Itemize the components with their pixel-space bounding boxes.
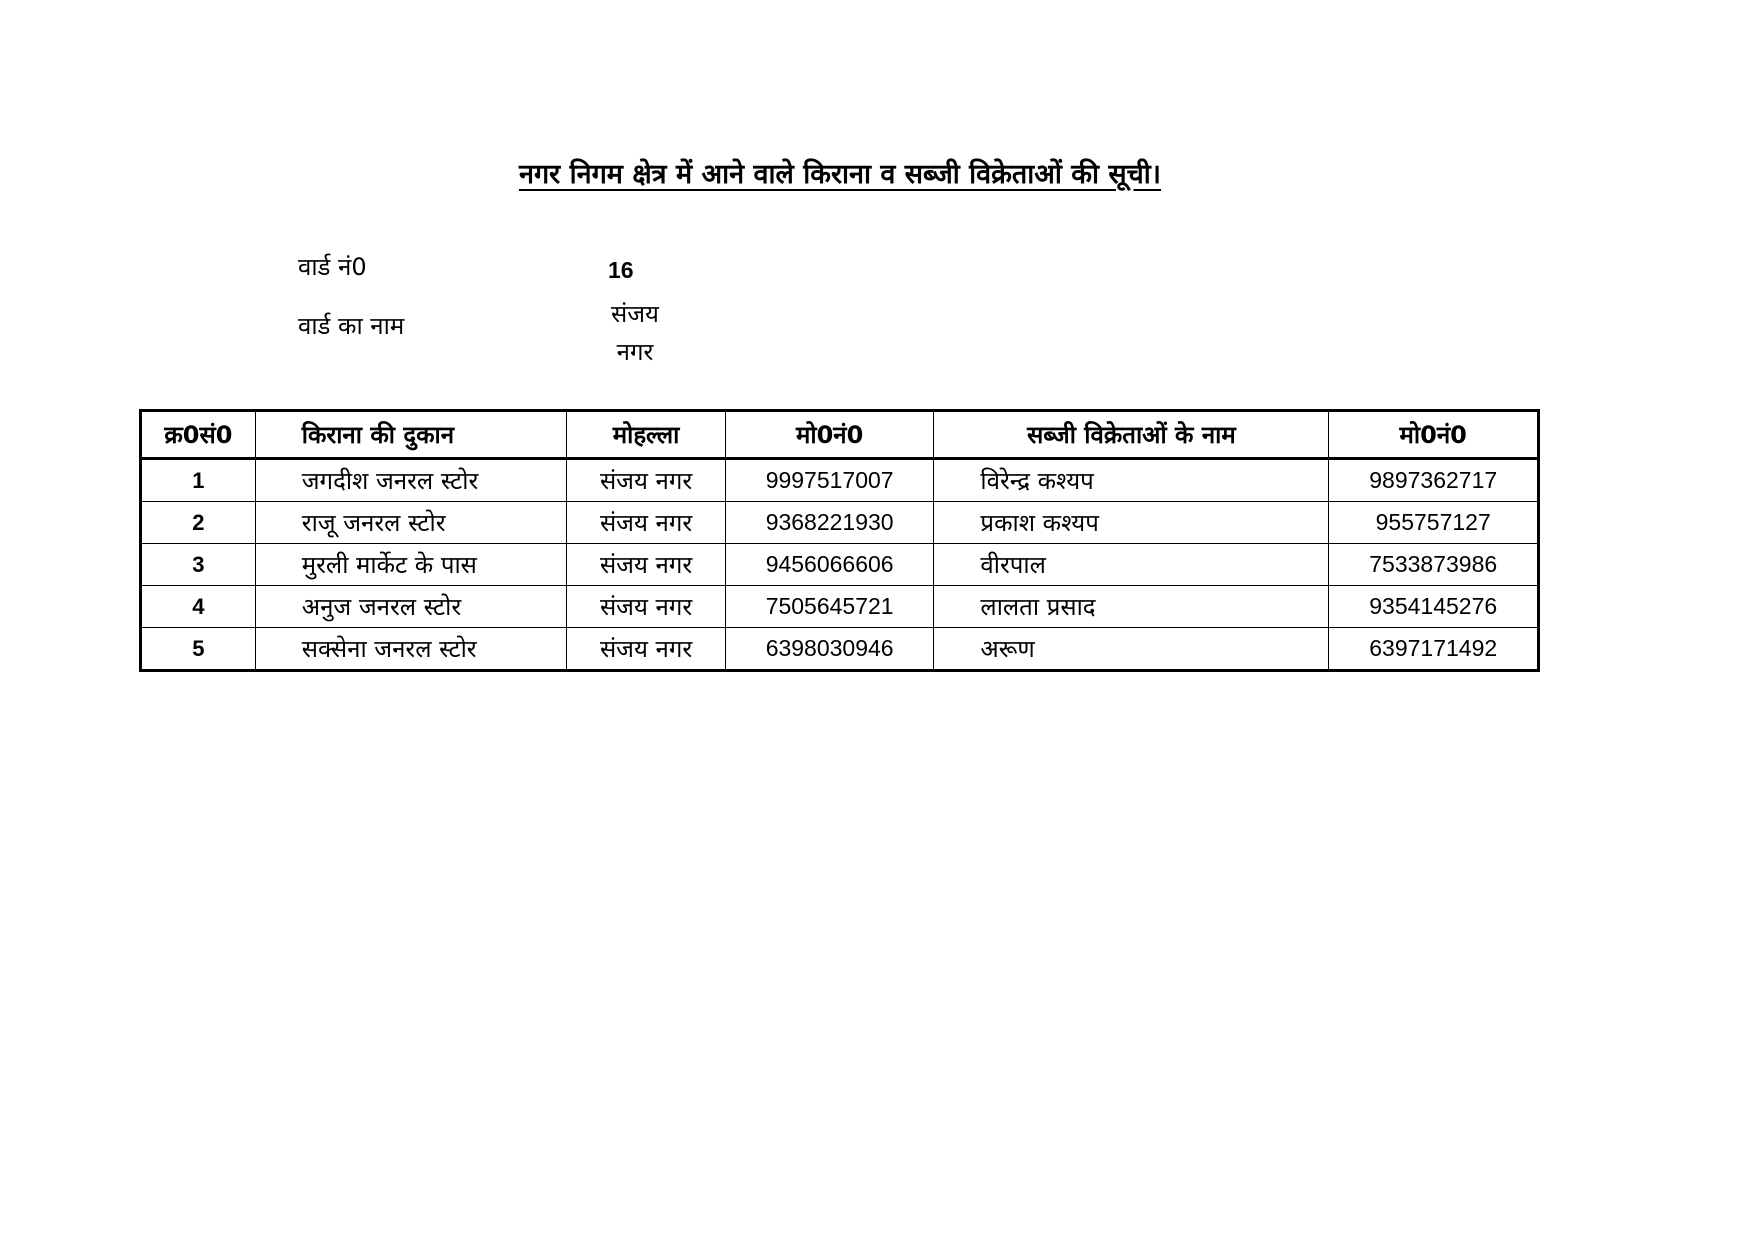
cell-serial-number: 2 [141, 502, 256, 544]
vendor-table [139, 409, 1540, 672]
cell-vendor-mobile: 955757127 [1329, 502, 1539, 544]
header-vegetable-vendor: सब्जी विक्रेताओं के नाम [934, 411, 1329, 459]
header-vendor-mobile: मो0नं0 [1329, 411, 1539, 459]
cell-vendor-mobile: 7533873986 [1329, 544, 1539, 586]
header-shop-mobile: मो0नं0 [725, 411, 934, 459]
cell-vendor-mobile: 9354145276 [1329, 586, 1539, 628]
table-row [141, 544, 1539, 586]
cell-vegetable-vendor: प्रकाश कश्यप [934, 502, 1329, 544]
ward-number-value: 16 [608, 257, 634, 283]
table-row [141, 586, 1539, 628]
ward-name-line-2: नगर [616, 338, 654, 366]
ward-name-label: वार्ड का नाम [298, 312, 405, 340]
header-serial-number: क्र0सं0 [141, 411, 256, 459]
cell-locality: संजय नगर [567, 628, 726, 671]
cell-shop-mobile: 9456066606 [725, 544, 934, 586]
table-row [141, 502, 1539, 544]
cell-serial-number: 1 [141, 459, 256, 502]
table-header-row [141, 411, 1539, 459]
cell-vegetable-vendor: वीरपाल [934, 544, 1329, 586]
header-locality: मोहल्ला [567, 411, 726, 459]
ward-name-line-1: संजय [611, 300, 659, 328]
table-row [141, 628, 1539, 671]
cell-vegetable-vendor: अरूण [934, 628, 1329, 671]
ward-name-value [570, 295, 700, 371]
cell-shop-mobile: 9368221930 [725, 502, 934, 544]
cell-shop-mobile: 7505645721 [725, 586, 934, 628]
table-row [141, 459, 1539, 502]
cell-shop-mobile: 9997517007 [725, 459, 934, 502]
cell-vendor-mobile: 6397171492 [1329, 628, 1539, 671]
page-title: नगर निगम क्षेत्र में आने वाले किराना व सब्जी विक्रेताओं की सूची। [518, 159, 1162, 190]
cell-grocery-shop: अनुज जनरल स्टोर [255, 586, 567, 628]
cell-grocery-shop: राजू जनरल स्टोर [255, 502, 567, 544]
ward-number-label: वार्ड नं0 [298, 253, 367, 281]
header-grocery-shop: किराना की दुकान [255, 411, 567, 459]
cell-vendor-mobile: 9897362717 [1329, 459, 1539, 502]
cell-grocery-shop: मुरली मार्केट के पास [255, 544, 567, 586]
cell-serial-number: 4 [141, 586, 256, 628]
cell-vegetable-vendor: विरेन्द्र कश्यप [934, 459, 1329, 502]
cell-serial-number: 5 [141, 628, 256, 671]
cell-shop-mobile: 6398030946 [725, 628, 934, 671]
cell-serial-number: 3 [141, 544, 256, 586]
cell-grocery-shop: जगदीश जनरल स्टोर [255, 459, 567, 502]
cell-locality: संजय नगर [567, 502, 726, 544]
cell-vegetable-vendor: लालता प्रसाद [934, 586, 1329, 628]
cell-grocery-shop: सक्सेना जनरल स्टोर [255, 628, 567, 671]
cell-locality: संजय नगर [567, 586, 726, 628]
cell-locality: संजय नगर [567, 544, 726, 586]
cell-locality: संजय नगर [567, 459, 726, 502]
